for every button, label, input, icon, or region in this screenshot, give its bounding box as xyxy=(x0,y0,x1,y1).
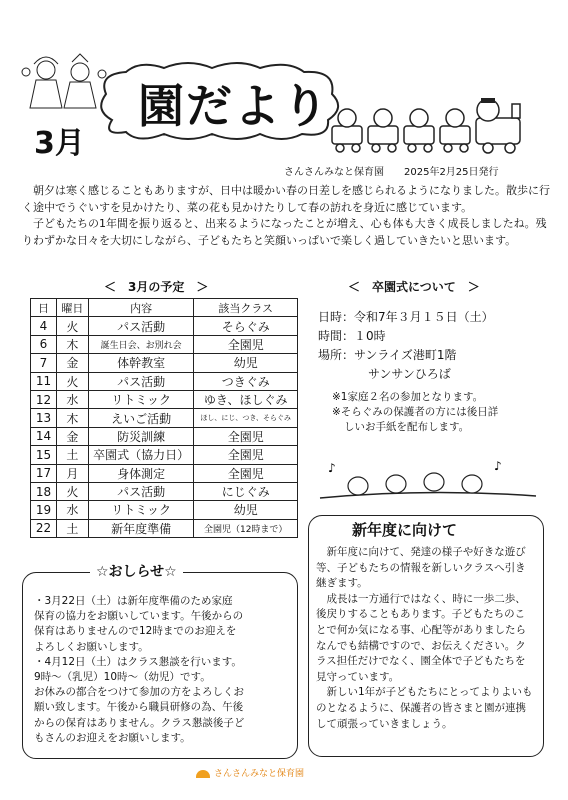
cell-class: 全園児 xyxy=(194,464,298,482)
table-row xyxy=(31,464,298,482)
new-year-title: 新年度に向けて xyxy=(352,521,458,539)
cell-class: そらぐみ xyxy=(194,317,298,335)
ceremony-date: 日時：令和7年３月１５日（土） xyxy=(318,310,494,324)
sun-logo-icon xyxy=(196,770,210,778)
cell-day: 14 xyxy=(31,427,57,445)
cell-content: パス活動 xyxy=(88,482,194,500)
ceremony-place-2: サンサンひろば xyxy=(368,367,451,381)
ceremony-place: 場所：サンライズ港町1階 xyxy=(318,348,457,362)
cell-class: 全園児 xyxy=(194,446,298,464)
cell-weekday: 水 xyxy=(56,501,88,519)
ceremony-details xyxy=(318,308,494,384)
cell-class: 幼児 xyxy=(194,501,298,519)
cell-content: パス活動 xyxy=(88,372,194,390)
intro-paragraph-2: 子どもたちの1年間を振り返ると、出来るようになったことが増え、心も体も大きく成長しましたね。残りわずかな日々を大切にしながら、子どもたちと笑顔いっぱいで楽しく過していきたいと思います。 xyxy=(22,217,547,247)
table-row xyxy=(31,501,298,519)
col-header-content: 内容 xyxy=(88,299,194,317)
cell-class: つきぐみ xyxy=(194,372,298,390)
table-row xyxy=(31,354,298,372)
new-year-body xyxy=(316,545,534,732)
cell-content: 新年度準備 xyxy=(88,519,194,537)
ceremony-time: 時間：１0時 xyxy=(318,329,386,343)
cell-weekday: 火 xyxy=(56,317,88,335)
ceremony-note-3: しいお手紙を配布します。 xyxy=(344,421,470,433)
intro-paragraph-1: 朝夕は寒く感じることもありますが、日中は暖かい春の日差しを感じられるようになりました。散歩に行く途中でうぐいすを見かけたり、菜の花も見かけたりして春の訪れを身近に感じています。 xyxy=(22,184,550,214)
notice-line: 保育はありませんので12時までのお迎えを xyxy=(34,625,237,638)
publisher-line: さんさんみなと保育園 2025年2月25日発行 xyxy=(284,167,499,178)
table-row xyxy=(31,427,298,445)
table-row xyxy=(31,372,298,390)
cell-content: 身体測定 xyxy=(88,464,194,482)
cell-day: 7 xyxy=(31,354,57,372)
table-header-row xyxy=(31,299,298,317)
cell-day: 13 xyxy=(31,409,57,427)
table-row xyxy=(31,519,298,537)
notice-line: 9時～（乳児）10時～（幼児）です。 xyxy=(34,671,211,684)
cell-content: パス活動 xyxy=(88,317,194,335)
cell-class: ほし、にじ、つき、そらぐみ xyxy=(194,409,298,427)
cell-class: にじぐみ xyxy=(194,482,298,500)
schedule-table xyxy=(30,298,298,538)
col-header-day: 日 xyxy=(31,299,57,317)
cell-day: 11 xyxy=(31,372,57,390)
notice-line: からの保育はありません。クラス懇談後子ど xyxy=(34,716,245,729)
table-row xyxy=(31,446,298,464)
cell-day: 6 xyxy=(31,335,57,353)
cell-class: ゆき、ほしぐみ xyxy=(194,390,298,408)
cell-class: 全園児（12時まで） xyxy=(194,519,298,537)
table-row xyxy=(31,317,298,335)
cell-content: 誕生日会、お別れ会 xyxy=(88,335,194,353)
cell-weekday: 火 xyxy=(56,372,88,390)
table-row xyxy=(31,335,298,353)
ceremony-notes xyxy=(332,390,498,435)
cell-weekday: 木 xyxy=(56,335,88,353)
notice-title: ☆おしらせ☆ xyxy=(90,561,183,581)
notice-line: お休みの都合をつけて参加の方をよろしくお xyxy=(34,686,244,699)
ceremony-note-1: ※1家庭２名の参加となります。 xyxy=(332,391,484,403)
ceremony-note-2: ※そらぐみの保護者の方には後日詳 xyxy=(332,406,499,418)
cell-day: 12 xyxy=(31,390,57,408)
month-label: 3月 xyxy=(34,126,85,161)
cell-weekday: 火 xyxy=(56,482,88,500)
col-header-class: 該当クラス xyxy=(194,299,298,317)
cell-weekday: 月 xyxy=(56,464,88,482)
cell-weekday: 金 xyxy=(56,354,88,372)
notice-line: ・3月22日（土）は新年度準備のため家庭 xyxy=(34,595,233,607)
footer-logo xyxy=(196,766,304,779)
new-year-paragraph-1: 新年度に向けて、発達の様子や好きな遊び等、子どもたちの情報を新しいクラスへ引き継ぎます。 xyxy=(316,546,526,590)
notice-line: 願い致します。午後から職員研修の為、午後 xyxy=(34,701,244,714)
footer-logo-text: さんさんみなと保育園 xyxy=(214,769,305,779)
table-row xyxy=(31,409,298,427)
col-header-weekday: 曜日 xyxy=(56,299,88,317)
cell-content: 体幹教室 xyxy=(88,354,194,372)
notice-body xyxy=(34,594,292,746)
cell-weekday: 土 xyxy=(56,446,88,464)
table-row xyxy=(31,482,298,500)
cell-content: リトミック xyxy=(88,390,194,408)
animal-train-illustration xyxy=(328,96,538,154)
birds-on-branch-illustration xyxy=(318,458,538,504)
notice-line: 保育の協力をお願いしています。午後からの xyxy=(34,610,244,623)
cell-weekday: 土 xyxy=(56,519,88,537)
cell-day: 17 xyxy=(31,464,57,482)
cell-class: 全園児 xyxy=(194,427,298,445)
cell-day: 22 xyxy=(31,519,57,537)
cell-weekday: 水 xyxy=(56,390,88,408)
cell-content: 卒園式（協力日） xyxy=(88,446,194,464)
svg-text:♪: ♪ xyxy=(494,459,502,473)
schedule-heading: ＜ 3月の予定 ＞ xyxy=(104,280,209,294)
cell-day: 18 xyxy=(31,482,57,500)
cell-class: 幼児 xyxy=(194,354,298,372)
table-row xyxy=(31,390,298,408)
cell-day: 15 xyxy=(31,446,57,464)
intro-text xyxy=(22,183,550,249)
cell-content: リトミック xyxy=(88,501,194,519)
new-year-paragraph-3: 新しい1年が子どもたちにとってよりよいものとなるように、保護者の皆さまと園が連携して頑張っていきましょう。 xyxy=(316,686,533,730)
notice-line: よろしくお願いします。 xyxy=(34,640,149,653)
svg-text:♪: ♪ xyxy=(328,461,336,475)
new-year-paragraph-2: 成長は一方通行ではなく、時に一歩二歩、後戻りすることもあります。子どもたちのことで何か気になる事、心配等がありましたらなんでも結構ですので、お伝えください。クラス担任だけでなく、園全体で子どもたちを見守っています。 xyxy=(316,592,526,683)
cell-content: 防災訓練 xyxy=(88,427,194,445)
notice-line: もさんのお迎えをお願いします。 xyxy=(34,731,191,744)
page-title: 園だより xyxy=(138,79,330,133)
cell-class: 全園児 xyxy=(194,335,298,353)
notice-line: ・4月12日（土）はクラス懇談を行います。 xyxy=(34,655,242,668)
cell-day: 4 xyxy=(31,317,57,335)
cell-day: 19 xyxy=(31,501,57,519)
cell-weekday: 木 xyxy=(56,409,88,427)
cell-content: えいご活動 xyxy=(88,409,194,427)
ceremony-heading: ＜ 卒園式について ＞ xyxy=(348,280,480,294)
cell-weekday: 金 xyxy=(56,427,88,445)
